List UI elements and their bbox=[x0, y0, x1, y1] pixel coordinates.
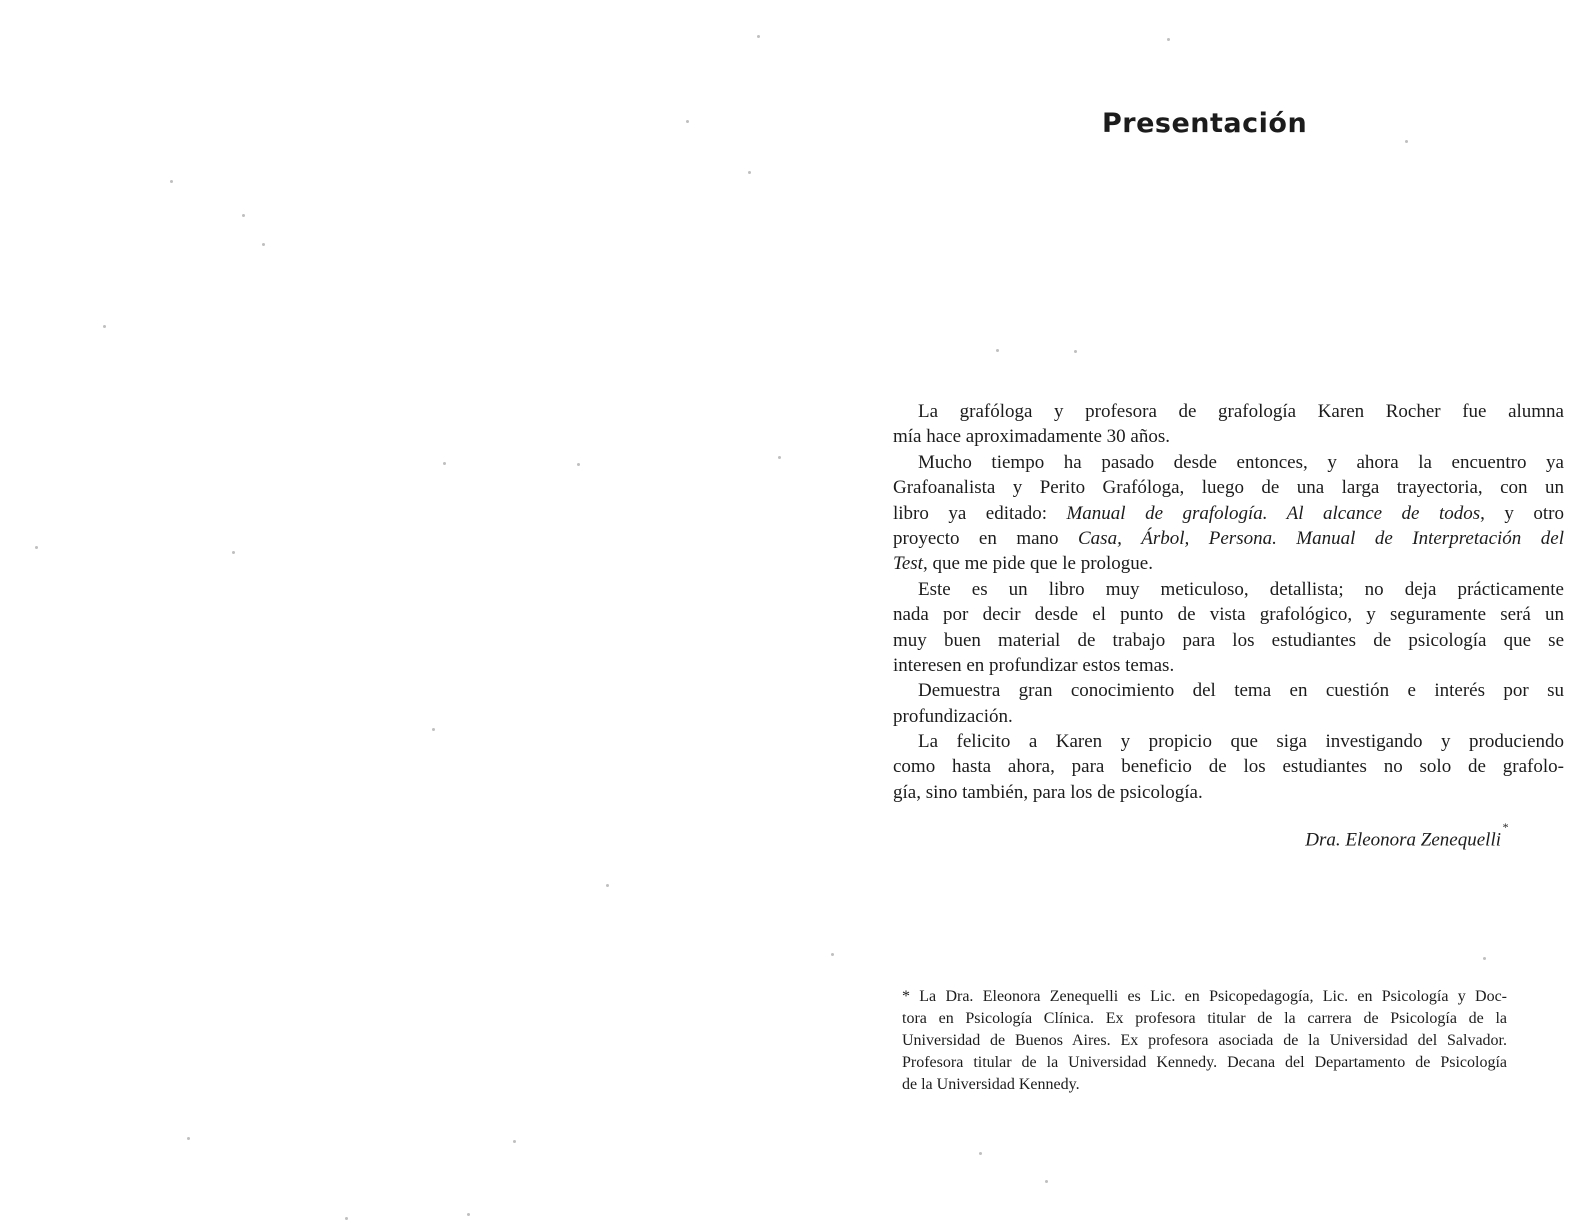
body-line bbox=[893, 399, 1564, 424]
book-title-italic: Manual de grafología. Al alcance de todos bbox=[1066, 502, 1481, 524]
footnote-line: Universidad de Buenos Aires. Ex profesora asociada de la Universidad del Salvador. bbox=[902, 1032, 1507, 1049]
scan-speck bbox=[467, 1213, 470, 1216]
body-line bbox=[893, 602, 1564, 627]
page-title: Presentación bbox=[1102, 108, 1308, 139]
scan-speck bbox=[686, 120, 689, 123]
body-line bbox=[893, 475, 1564, 500]
footnote-line: tora en Psicología Clínica. Ex profesora titular de la carrera de Psicología de la bbox=[902, 1010, 1507, 1027]
body-line bbox=[893, 704, 1564, 729]
signature-name: Dra. Eleonora Zenequelli bbox=[1305, 829, 1501, 851]
body-text: mía hace aproximadamente 30 años. bbox=[893, 426, 1170, 448]
body-text: profundización. bbox=[893, 705, 1013, 727]
body-text-column bbox=[893, 399, 1564, 805]
body-text: muy buen material de trabajo para los estudiantes de psicología que se bbox=[893, 629, 1564, 651]
scan-speck bbox=[432, 728, 435, 731]
scan-speck bbox=[242, 214, 245, 217]
body-text: como hasta ahora, para beneficio de los estudiantes no solo de grafolo- bbox=[893, 756, 1564, 778]
body-text: Grafoanalista y Perito Grafóloga, luego de una larga trayectoria, con un bbox=[893, 477, 1564, 499]
scan-speck bbox=[996, 349, 999, 352]
body-line bbox=[893, 628, 1564, 653]
body-line bbox=[893, 551, 1564, 576]
body-line bbox=[893, 678, 1564, 703]
body-line bbox=[893, 577, 1564, 602]
scan-speck bbox=[345, 1217, 348, 1220]
body-text: nada por decir desde el punto de vista grafológico, y seguramente será un bbox=[893, 604, 1564, 626]
body-text: Demuestra gran conocimiento del tema en cuestión e interés por su bbox=[918, 680, 1564, 702]
book-title-italic: Test bbox=[893, 553, 923, 575]
body-line bbox=[893, 526, 1564, 551]
scan-speck bbox=[979, 1152, 982, 1155]
scan-speck bbox=[443, 462, 446, 465]
body-text: gía, sino también, para los de psicología. bbox=[893, 781, 1203, 803]
body-text: libro ya editado: bbox=[893, 502, 1067, 524]
book-title-italic: Casa, Árbol, Persona. Manual de Interpretación del bbox=[1078, 527, 1564, 549]
scan-speck bbox=[1045, 1180, 1048, 1183]
body-line bbox=[893, 653, 1564, 678]
scan-speck bbox=[831, 953, 834, 956]
scan-speck bbox=[606, 884, 609, 887]
scan-speck bbox=[757, 35, 760, 38]
body-line bbox=[893, 729, 1564, 754]
footnote-line: de la Universidad Kennedy. bbox=[902, 1076, 1080, 1093]
footnote-reference-marker: * bbox=[1502, 820, 1508, 834]
scan-speck bbox=[232, 551, 235, 554]
scan-speck bbox=[778, 456, 781, 459]
body-text: , y otro bbox=[1480, 502, 1564, 524]
body-text: interesen en profundizar estos temas. bbox=[893, 654, 1175, 676]
scan-speck bbox=[35, 546, 38, 549]
body-text: Mucho tiempo ha pasado desde entonces, y ahora la encuentro ya bbox=[918, 451, 1564, 473]
body-text: Este es un libro muy meticuloso, detallista; no deja prácticamente bbox=[918, 578, 1564, 600]
body-line bbox=[893, 754, 1564, 779]
footnote-line: Profesora titular de la Universidad Kennedy. Decana del Departamento de Psicología bbox=[902, 1054, 1507, 1071]
body-line bbox=[893, 450, 1564, 475]
scan-speck bbox=[1483, 957, 1486, 960]
scan-speck bbox=[170, 180, 173, 183]
body-line bbox=[893, 780, 1564, 805]
scan-speck bbox=[103, 325, 106, 328]
scan-speck bbox=[1074, 350, 1077, 353]
body-line bbox=[893, 501, 1564, 526]
body-text: La felicito a Karen y propicio que siga investigando y produciendo bbox=[918, 731, 1564, 753]
scan-speck bbox=[513, 1140, 516, 1143]
scan-speck bbox=[577, 463, 580, 466]
signature-line bbox=[893, 820, 1507, 854]
scan-speck bbox=[187, 1137, 190, 1140]
body-text: proyecto en mano bbox=[893, 527, 1078, 549]
scan-speck bbox=[748, 171, 751, 174]
body-text: , que me pide que le prologue. bbox=[922, 553, 1153, 575]
scan-speck bbox=[1405, 140, 1408, 143]
scan-speck bbox=[262, 243, 265, 246]
footnote-block bbox=[902, 986, 1507, 1096]
scan-speck bbox=[1167, 38, 1170, 41]
body-text: La grafóloga y profesora de grafología Karen Rocher fue alumna bbox=[918, 401, 1564, 422]
body-line bbox=[893, 424, 1564, 449]
footnote-line: * La Dra. Eleonora Zenequelli es Lic. en Psicopedagogía, Lic. en Psicología y Doc- bbox=[902, 988, 1507, 1005]
